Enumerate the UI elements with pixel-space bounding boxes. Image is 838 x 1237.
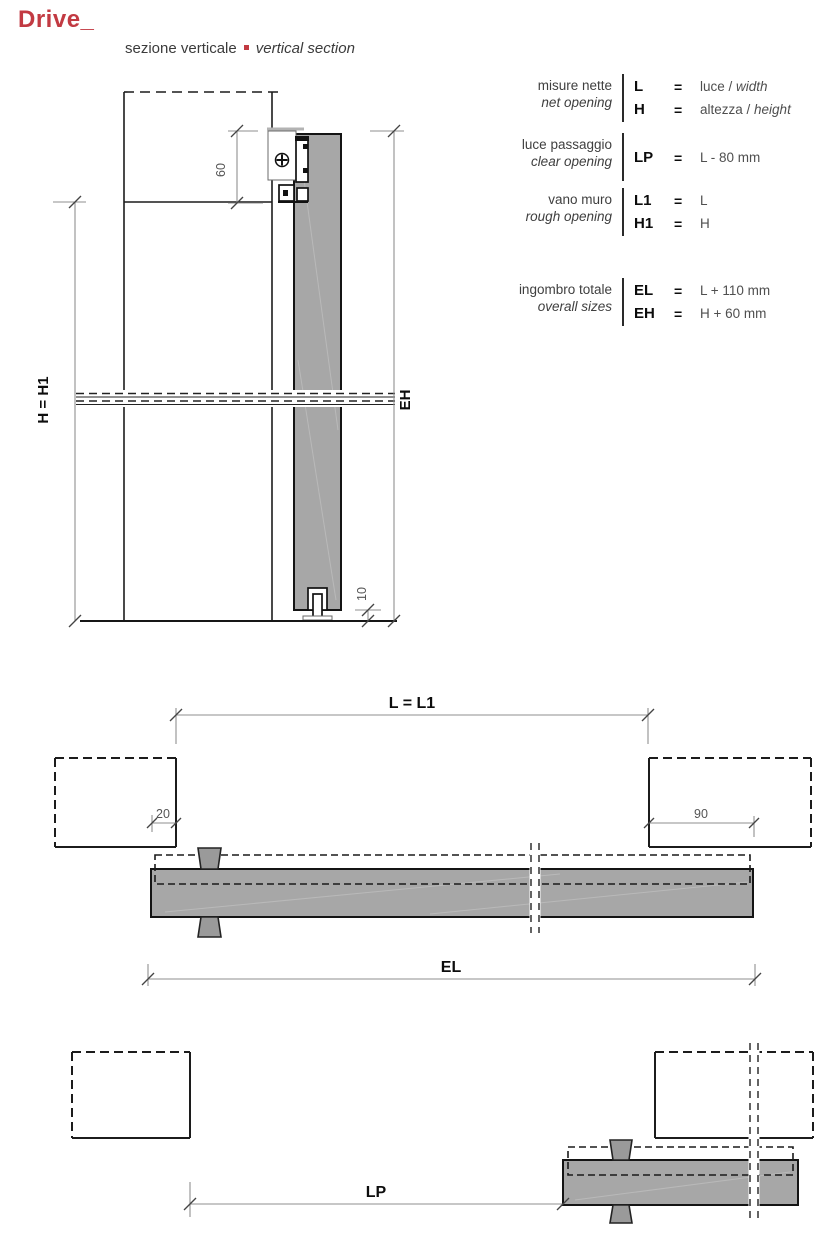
legend-symbol: L: [634, 78, 644, 95]
equals-sign: =: [674, 305, 683, 322]
dim-label-net-height: H = H1: [35, 376, 52, 424]
legend-label-en: clear opening: [530, 154, 612, 169]
dim-net-width: [170, 695, 654, 744]
legend-value: L + 110 mm: [700, 283, 771, 298]
floor-guide-block-bottom: [610, 1205, 632, 1223]
left-wall-open: [72, 1052, 190, 1138]
legend-label-it: misure nette: [537, 78, 612, 93]
legend-label-it: ingombro totale: [518, 282, 612, 297]
dim-wall-return: [644, 807, 759, 837]
dim-net-height: [35, 196, 86, 627]
legend-value: luce / width: [700, 79, 768, 94]
legend-value: H: [700, 216, 710, 231]
plan-closed-drawing: [0, 660, 838, 1000]
dim-label-track-height: 60: [214, 163, 228, 177]
floor-guide-block-top: [610, 1140, 632, 1160]
legend-symbol: EH: [634, 305, 655, 322]
right-wall-plan: [649, 758, 811, 847]
equals-sign: =: [674, 101, 683, 118]
dim-label-clear-width: LP: [365, 1184, 387, 1201]
equals-sign: =: [674, 78, 683, 95]
legend-symbol: L1: [634, 192, 652, 209]
dim-label-overall-height: EH: [397, 389, 414, 411]
floor-guide-vertical: [303, 588, 332, 620]
plan-open-drawing: [0, 1000, 838, 1237]
legend-symbol: H1: [634, 215, 654, 232]
dim-overall-height: [370, 125, 414, 627]
legend-value: L: [700, 193, 708, 208]
break-lines-plan: [530, 843, 541, 933]
dim-label-net-width: L = L1: [388, 695, 436, 712]
dim-label-floor-gap: 10: [355, 587, 369, 601]
dim-track-height: [214, 125, 263, 209]
legend-label-it: vano muro: [548, 192, 612, 207]
legend-label-en: overall sizes: [537, 299, 612, 314]
section-label-it: sezione verticale: [125, 40, 237, 57]
legend-value: L - 80 mm: [700, 150, 761, 165]
floor-guide-block-bottom: [198, 917, 221, 937]
right-wall-open: [655, 1052, 813, 1138]
dim-overall-width: [142, 959, 761, 986]
equals-sign: =: [674, 215, 683, 232]
legend-value: H + 60 mm: [700, 306, 767, 321]
dim-label-wall-return: 90: [694, 807, 708, 821]
break-lines-vertical: [76, 390, 395, 407]
equals-sign: =: [674, 149, 683, 166]
wall-section-vertical: [124, 92, 278, 621]
legend-label-en: net opening: [541, 95, 612, 110]
legend-value: altezza / height: [700, 102, 791, 117]
left-wall-plan: [55, 758, 176, 847]
door-panel-vertical: [294, 134, 341, 610]
dim-label-overall-width: EL: [440, 959, 462, 976]
dim-clear-width: [184, 1182, 569, 1217]
top-track-mechanism: [267, 129, 309, 202]
break-lines-open: [749, 1043, 760, 1223]
section-label-en: vertical section: [255, 40, 355, 57]
floor-guide-block-top: [198, 848, 221, 869]
page-title: Drive_: [18, 6, 95, 33]
legend-symbol: H: [634, 101, 645, 118]
legend-label-it: luce passaggio: [521, 137, 612, 152]
equals-sign: =: [674, 282, 683, 299]
legend-label-en: rough opening: [525, 209, 612, 224]
dim-label-overlap: 20: [156, 807, 170, 821]
door-panel-plan: [151, 848, 753, 937]
legend-symbol: LP: [634, 149, 654, 166]
door-panel-open: [563, 1140, 798, 1223]
equals-sign: =: [674, 192, 683, 209]
legend-symbol: EL: [634, 282, 654, 299]
